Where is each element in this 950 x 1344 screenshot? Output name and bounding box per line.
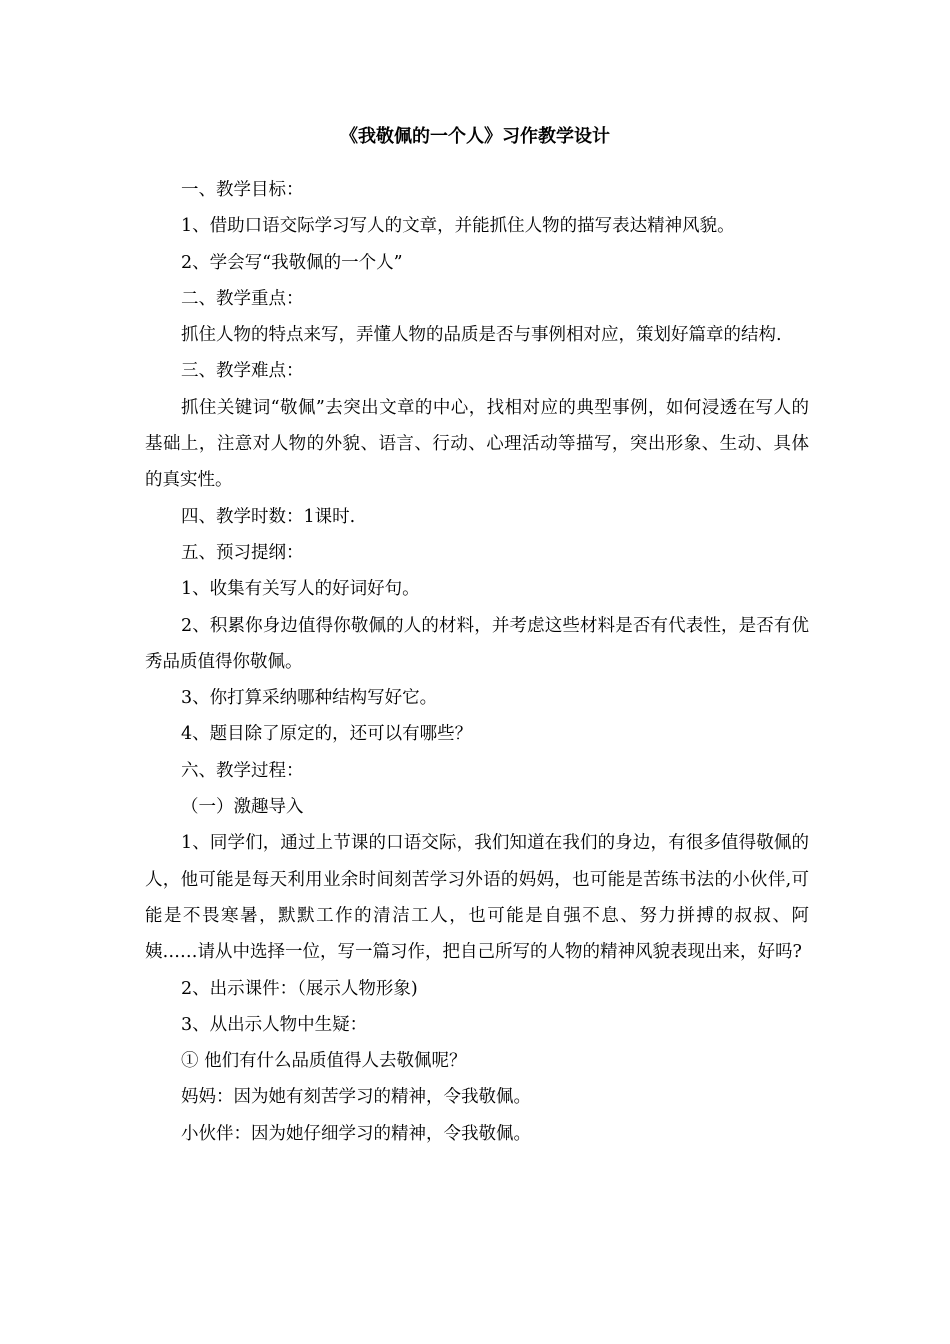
preview-item-3: 3、你打算采纳哪种结构写好它。 (181, 688, 438, 709)
heading-difficulties: 三、教学难点： (181, 361, 304, 382)
teaching-hours: 四、教学时数：1课时. (181, 506, 356, 527)
answer-mother: 妈妈：因为她有刻苦学习的精神，令我敬佩。 (181, 1087, 531, 1108)
document-body (145, 172, 809, 1152)
process-step-3: 3、从出示人物中生疑： (181, 1014, 368, 1035)
question-1: ① 他们有什么品质值得人去敬佩呢？ (181, 1051, 467, 1072)
document-title: 《我敬佩的一个人》习作教学设计 (340, 126, 610, 147)
heading-teaching-process: 六、教学过程： (181, 760, 304, 781)
objective-1: 1、借助口语交际学习写人的文章，并能抓住人物的描写表达精神风貌。 (181, 216, 735, 237)
key-points-text: 抓住人物的特点来写，弄懂人物的品质是否与事例相对应，策划好篇章的结构. (181, 325, 782, 346)
objective-2: 2、学会写“我敬佩的一个人” (181, 252, 403, 273)
heading-objectives: 一、教学目标： (181, 180, 304, 200)
heading-key-points: 二、教学重点： (181, 288, 304, 309)
answer-friend: 小伙伴：因为她仔细学习的精神，令我敬佩。 (181, 1123, 531, 1144)
subheading-intro: （一）激趣导入 (181, 797, 304, 818)
preview-item-4: 4、题目除了原定的，还可以有哪些？ (181, 724, 473, 745)
preview-item-1: 1、收集有关写人的好词好句。 (181, 579, 420, 600)
heading-preview-outline: 五、预习提纲： (181, 542, 304, 563)
preview-item-2: 2、积累你身边值得你敬佩的人的材料，并考虑这些材料是否有代表性，是否有优秀品质值得你敬佩。 (145, 615, 809, 672)
difficulties-text: 抓住关键词“敬佩”去突出文章的中心，找相对应的典型事例，如何浸透在写人的基础上，注意对人物的外貌、语言、行动、心理活动等描写，突出形象、生动、具体的真实性。 (145, 397, 809, 491)
process-step-2: 2、出示课件：（展示人物形象) (181, 978, 418, 999)
process-step-1: 1、同学们，通过上节课的口语交际，我们知道在我们的身边，有很多值得敬佩的人，他可能是每天利用业余时间刻苦学习外语的妈妈，也可能是苦练书法的小伙伴,可能是不畏寒暑，默默工作的清洁工人，也可能是自强不息、努力拼搏的叔叔、阿姨……请从中选择一位，写一篇习作，把自己所写的人物的精神风貌表现出来，好吗? (145, 833, 809, 963)
